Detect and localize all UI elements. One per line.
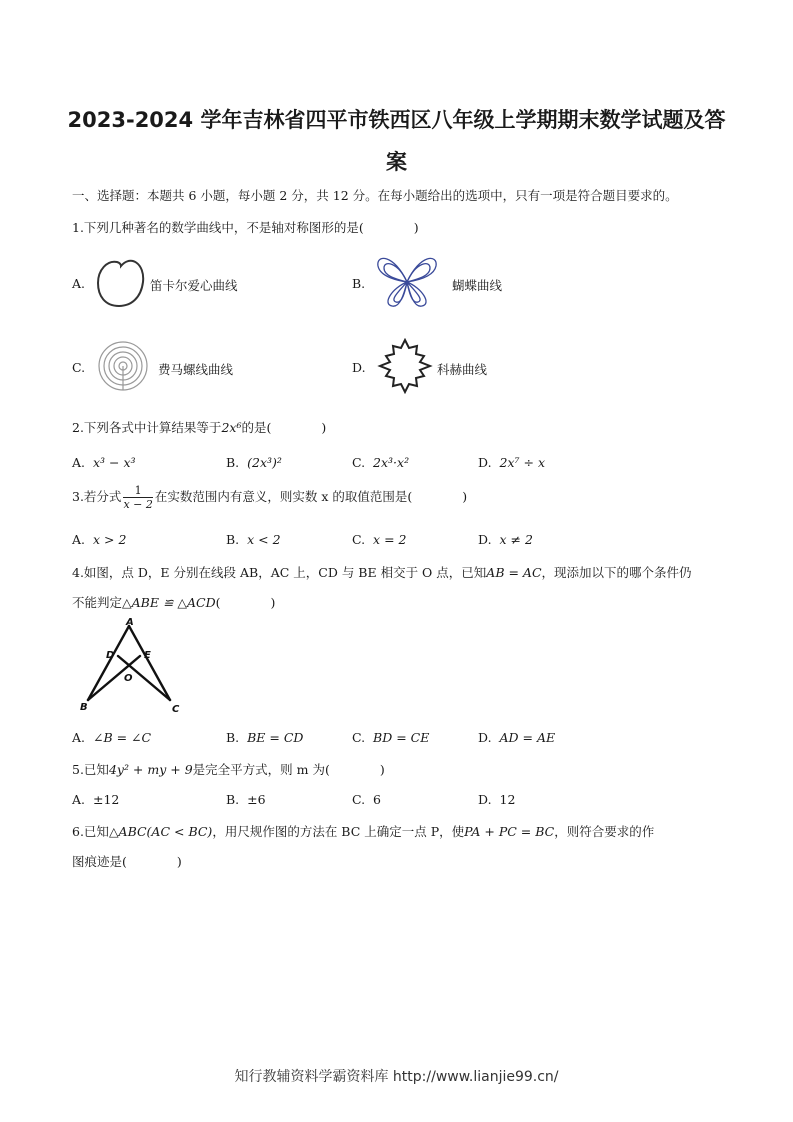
- q5-stem-text-b: 是完全平方式，则 m 为( ): [192, 762, 385, 777]
- label-c: C: [172, 704, 180, 715]
- q1-option-b-letter: B.: [352, 276, 366, 291]
- q3-fraction: [123, 484, 152, 511]
- question-1-stem: 1.下列几种著名的数学曲线中，不是轴对称图形的是( ): [72, 220, 419, 235]
- document-title-line2: 案: [386, 150, 407, 174]
- q3-option-c: [352, 532, 406, 547]
- q5-option-d-letter: D.: [478, 792, 492, 807]
- q4-line1-text-b: ，现添加以下的哪个条件仍: [541, 565, 692, 580]
- question-6-line2: 图痕迹是( ): [72, 854, 182, 869]
- q4-option-d-math: AD = AE: [499, 730, 556, 745]
- q2-option-d: [478, 455, 545, 470]
- q3-stem-text-b: 在实数范围内有意义，则实数 x 的取值范围是( ): [154, 489, 468, 504]
- q5-option-d-text: 12: [499, 792, 516, 807]
- label-o: O: [124, 673, 133, 684]
- koch-snowflake-icon: [374, 338, 436, 394]
- q1-option-d-letter: D.: [352, 360, 366, 375]
- q5-option-c: [352, 792, 381, 807]
- q3-option-d-math: x ≠ 2: [499, 532, 533, 547]
- q3-option-d: [478, 532, 533, 547]
- q4-option-a-math: ∠B = ∠C: [92, 730, 152, 745]
- q4-option-b: [226, 730, 303, 745]
- q3-stem-text-a: 3.若分式: [72, 489, 122, 504]
- q3-option-c-letter: C.: [352, 532, 366, 547]
- question-4-line1: [72, 563, 692, 581]
- q3-option-a-letter: A.: [72, 532, 86, 547]
- q4-option-d: [478, 730, 555, 745]
- q4-option-c-letter: C.: [352, 730, 366, 745]
- section-heading: 一、选择题：本题共 6 小题，每小题 2 分，共 12 分。在每小题给出的选项中，只有一项是符合题目要求的。: [72, 188, 678, 203]
- q2-option-a: [72, 455, 136, 470]
- label-b: B: [80, 702, 88, 713]
- q6-line1-math: △ABC(AC < BC): [108, 824, 213, 839]
- fermat-spiral-icon: [95, 340, 151, 392]
- q2-stem-text-a: 2.下列各式中计算结果等于: [72, 420, 222, 435]
- question-2-stem: [72, 418, 326, 436]
- q5-option-b-letter: B.: [226, 792, 240, 807]
- q3-option-b-math: x < 2: [247, 532, 281, 547]
- q3-option-c-math: x = 2: [373, 532, 407, 547]
- q4-option-b-math: BE = CD: [247, 730, 304, 745]
- q1-option-c-label: 费马螺线曲线: [158, 362, 234, 377]
- label-a: A: [126, 618, 134, 628]
- q5-option-c-letter: C.: [352, 792, 366, 807]
- q3-fraction-denominator: x − 2: [123, 498, 153, 511]
- q2-stem-math: 2x⁶: [221, 420, 242, 435]
- question-5-stem: [72, 760, 385, 778]
- q4-line2-math: △ABE ≌ △ACD: [122, 595, 216, 610]
- q6-line1-math2: PA + PC = BC: [464, 824, 555, 839]
- q6-line1-text-b: ，用尺规作图的方法在 BC 上确定一点 P，使: [212, 824, 465, 839]
- q4-line2-text-a: 不能判定: [72, 595, 123, 610]
- q2-option-b-math: (2x³)²: [247, 455, 282, 470]
- q3-option-a: [72, 532, 126, 547]
- footer-watermark: 知行教辅资料学霸资料库 http://www.lianjie99.cn/: [234, 1069, 559, 1085]
- q1-option-c-letter: C.: [72, 360, 86, 375]
- q5-option-a-text: ±12: [92, 792, 120, 807]
- q5-option-c-text: 6: [373, 792, 381, 807]
- q5-option-d: [478, 792, 515, 807]
- q2-option-d-math: 2x⁷ ÷ x: [499, 455, 545, 470]
- q4-option-b-letter: B.: [226, 730, 240, 745]
- q5-stem-text-a: 5.已知: [72, 762, 109, 777]
- q6-line1-text-a: 6.已知: [72, 824, 109, 839]
- q1-option-b-label: 蝴蝶曲线: [452, 278, 503, 293]
- q4-option-c-math: BD = CE: [373, 730, 430, 745]
- q3-option-b: [226, 532, 281, 547]
- q4-option-a-letter: A.: [72, 730, 86, 745]
- q1-option-a-letter: A.: [72, 276, 86, 291]
- q4-line2-text-b: ( ): [215, 595, 276, 610]
- q4-line1-text-a: 4.如图，点 D，E 分别在线段 AB，AC 上，CD 与 BE 相交于 O 点，已知: [72, 565, 487, 580]
- question-6-line1: [72, 822, 654, 840]
- segment-ab: [88, 626, 129, 700]
- question-4-line2: [72, 593, 275, 611]
- segment-ac: [129, 626, 170, 700]
- q2-stem-text-b: 的是( ): [241, 420, 327, 435]
- q3-option-a-math: x > 2: [92, 532, 127, 547]
- q5-stem-math: 4y² + my + 9: [108, 762, 193, 777]
- q4-line1-math: AB = AC: [486, 565, 542, 580]
- q4-triangle-figure: [72, 618, 192, 716]
- label-e: E: [144, 650, 151, 661]
- q2-option-a-letter: A.: [72, 455, 86, 470]
- q4-option-d-letter: D.: [478, 730, 492, 745]
- q2-option-b-letter: B.: [226, 455, 240, 470]
- q4-option-a: [72, 730, 151, 745]
- butterfly-curve-icon: [374, 252, 440, 310]
- q2-option-d-letter: D.: [478, 455, 492, 470]
- q2-option-c: [352, 455, 409, 470]
- q2-option-c-math: 2x³·x²: [373, 455, 410, 470]
- q2-option-b: [226, 455, 282, 470]
- q2-option-a-math: x³ − x³: [92, 455, 136, 470]
- q3-fraction-numerator: 1: [123, 484, 152, 498]
- q1-option-d-label: 科赫曲线: [437, 362, 488, 377]
- q2-option-c-letter: C.: [352, 455, 366, 470]
- q1-option-a-label: 笛卡尔爱心曲线: [150, 278, 238, 293]
- document-title-line1: 2023-2024 学年吉林省四平市铁西区八年级上学期期末数学试题及答: [67, 108, 726, 132]
- q3-option-b-letter: B.: [226, 532, 240, 547]
- q5-option-a-letter: A.: [72, 792, 86, 807]
- question-3-stem: [72, 484, 467, 511]
- cardioid-curve-icon: [95, 256, 147, 310]
- q3-option-d-letter: D.: [478, 532, 492, 547]
- q5-option-b: [226, 792, 266, 807]
- label-d: D: [106, 650, 115, 661]
- q4-option-c: [352, 730, 429, 745]
- q5-option-b-text: ±6: [247, 792, 266, 807]
- q5-option-a: [72, 792, 119, 807]
- q6-line1-text-c: ，则符合要求的作: [554, 824, 655, 839]
